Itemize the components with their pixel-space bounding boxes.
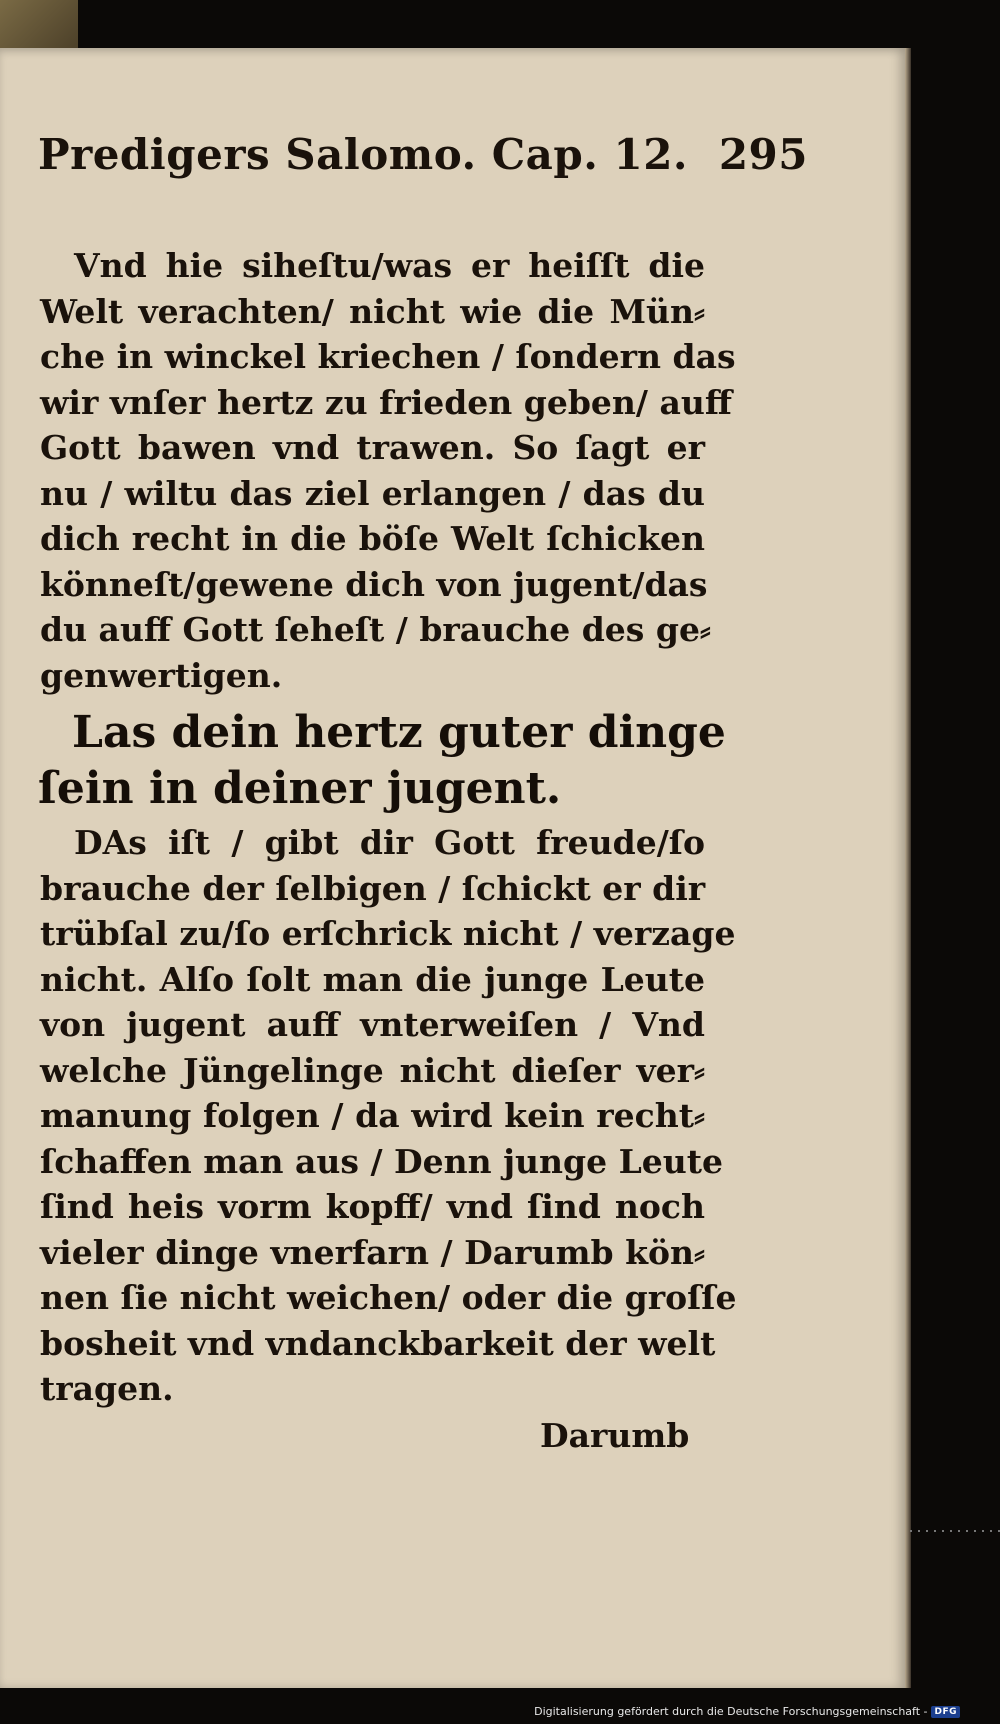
text-line: manung folgen / da wird kein recht⸗	[40, 1096, 705, 1135]
catchword: Darumb	[540, 1416, 690, 1455]
paragraph-1	[40, 243, 736, 698]
text-line: DAs iſt / gibt dir Gott freude/ſo	[74, 823, 705, 862]
text-line: tragen.	[40, 1369, 174, 1408]
footer-credit-text: Digitalisierung gefördert durch die Deutsche Forschungsgemeinschaft -	[534, 1705, 928, 1718]
text-line: Vnd hie siheſtu/was er heiſſt die	[74, 246, 705, 285]
text-line: nu / wiltu das ziel erlangen / das du	[40, 473, 705, 513]
text-line: nen ſie nicht weichen/ oder die groſſe	[40, 1278, 737, 1317]
text-line: du auff Gott ſeheſt / brauche des ge⸗	[40, 610, 711, 649]
text-line: nicht. Alſo ſolt man die junge Leute	[40, 959, 705, 999]
text-line: trübſal zu/ſo erſchrick nicht / verzage	[40, 914, 736, 953]
text-line: Gott bawen vnd trawen. So ſagt er	[40, 428, 705, 467]
running-head	[38, 130, 808, 179]
book-corner-tab	[0, 0, 78, 52]
section-heading	[38, 705, 726, 817]
heading-line: Las dein hertz guter dinge	[72, 707, 726, 758]
page-number: 295	[718, 130, 808, 179]
text-line: könneſt/gewene dich von jugent/das	[40, 564, 708, 604]
text-line: bosheit vnd vndanckbarkeit der welt	[40, 1323, 716, 1363]
text-line: welche Jüngelinge nicht dieſer ver⸗	[40, 1050, 705, 1090]
footer-credit	[534, 1705, 960, 1718]
dfg-logo: DFG	[931, 1706, 960, 1718]
scan-dotted-line	[910, 1530, 1000, 1532]
running-head-title: Predigers Salomo. Cap. 12.	[38, 130, 689, 179]
text-line: ſchaffen man aus / Denn junge Leute	[40, 1141, 723, 1181]
text-line: genwertigen.	[40, 655, 283, 695]
text-line: dich recht in die böſe Welt ſchicken	[40, 519, 705, 558]
text-line: vieler dinge vnerfarn / Darumb kön⸗	[40, 1232, 705, 1272]
text-line: che in winckel kriechen / ſondern das	[40, 337, 736, 376]
text-line: brauche der ſelbigen / ſchickt er dir	[40, 868, 706, 908]
paragraph-2	[40, 820, 737, 1412]
heading-line: ſein in deiner jugent.	[38, 763, 562, 814]
text-line: wir vnſer hertz zu frieden geben/ auff	[40, 382, 732, 422]
text-line: von jugent auff vnterweiſen / Vnd	[40, 1005, 705, 1044]
text-line: ſind heis vorm kopff/ vnd ſind noch	[40, 1187, 705, 1226]
page-edge	[905, 48, 911, 1688]
text-line: Welt verachten/ nicht wie die Mün⸗	[40, 291, 705, 331]
